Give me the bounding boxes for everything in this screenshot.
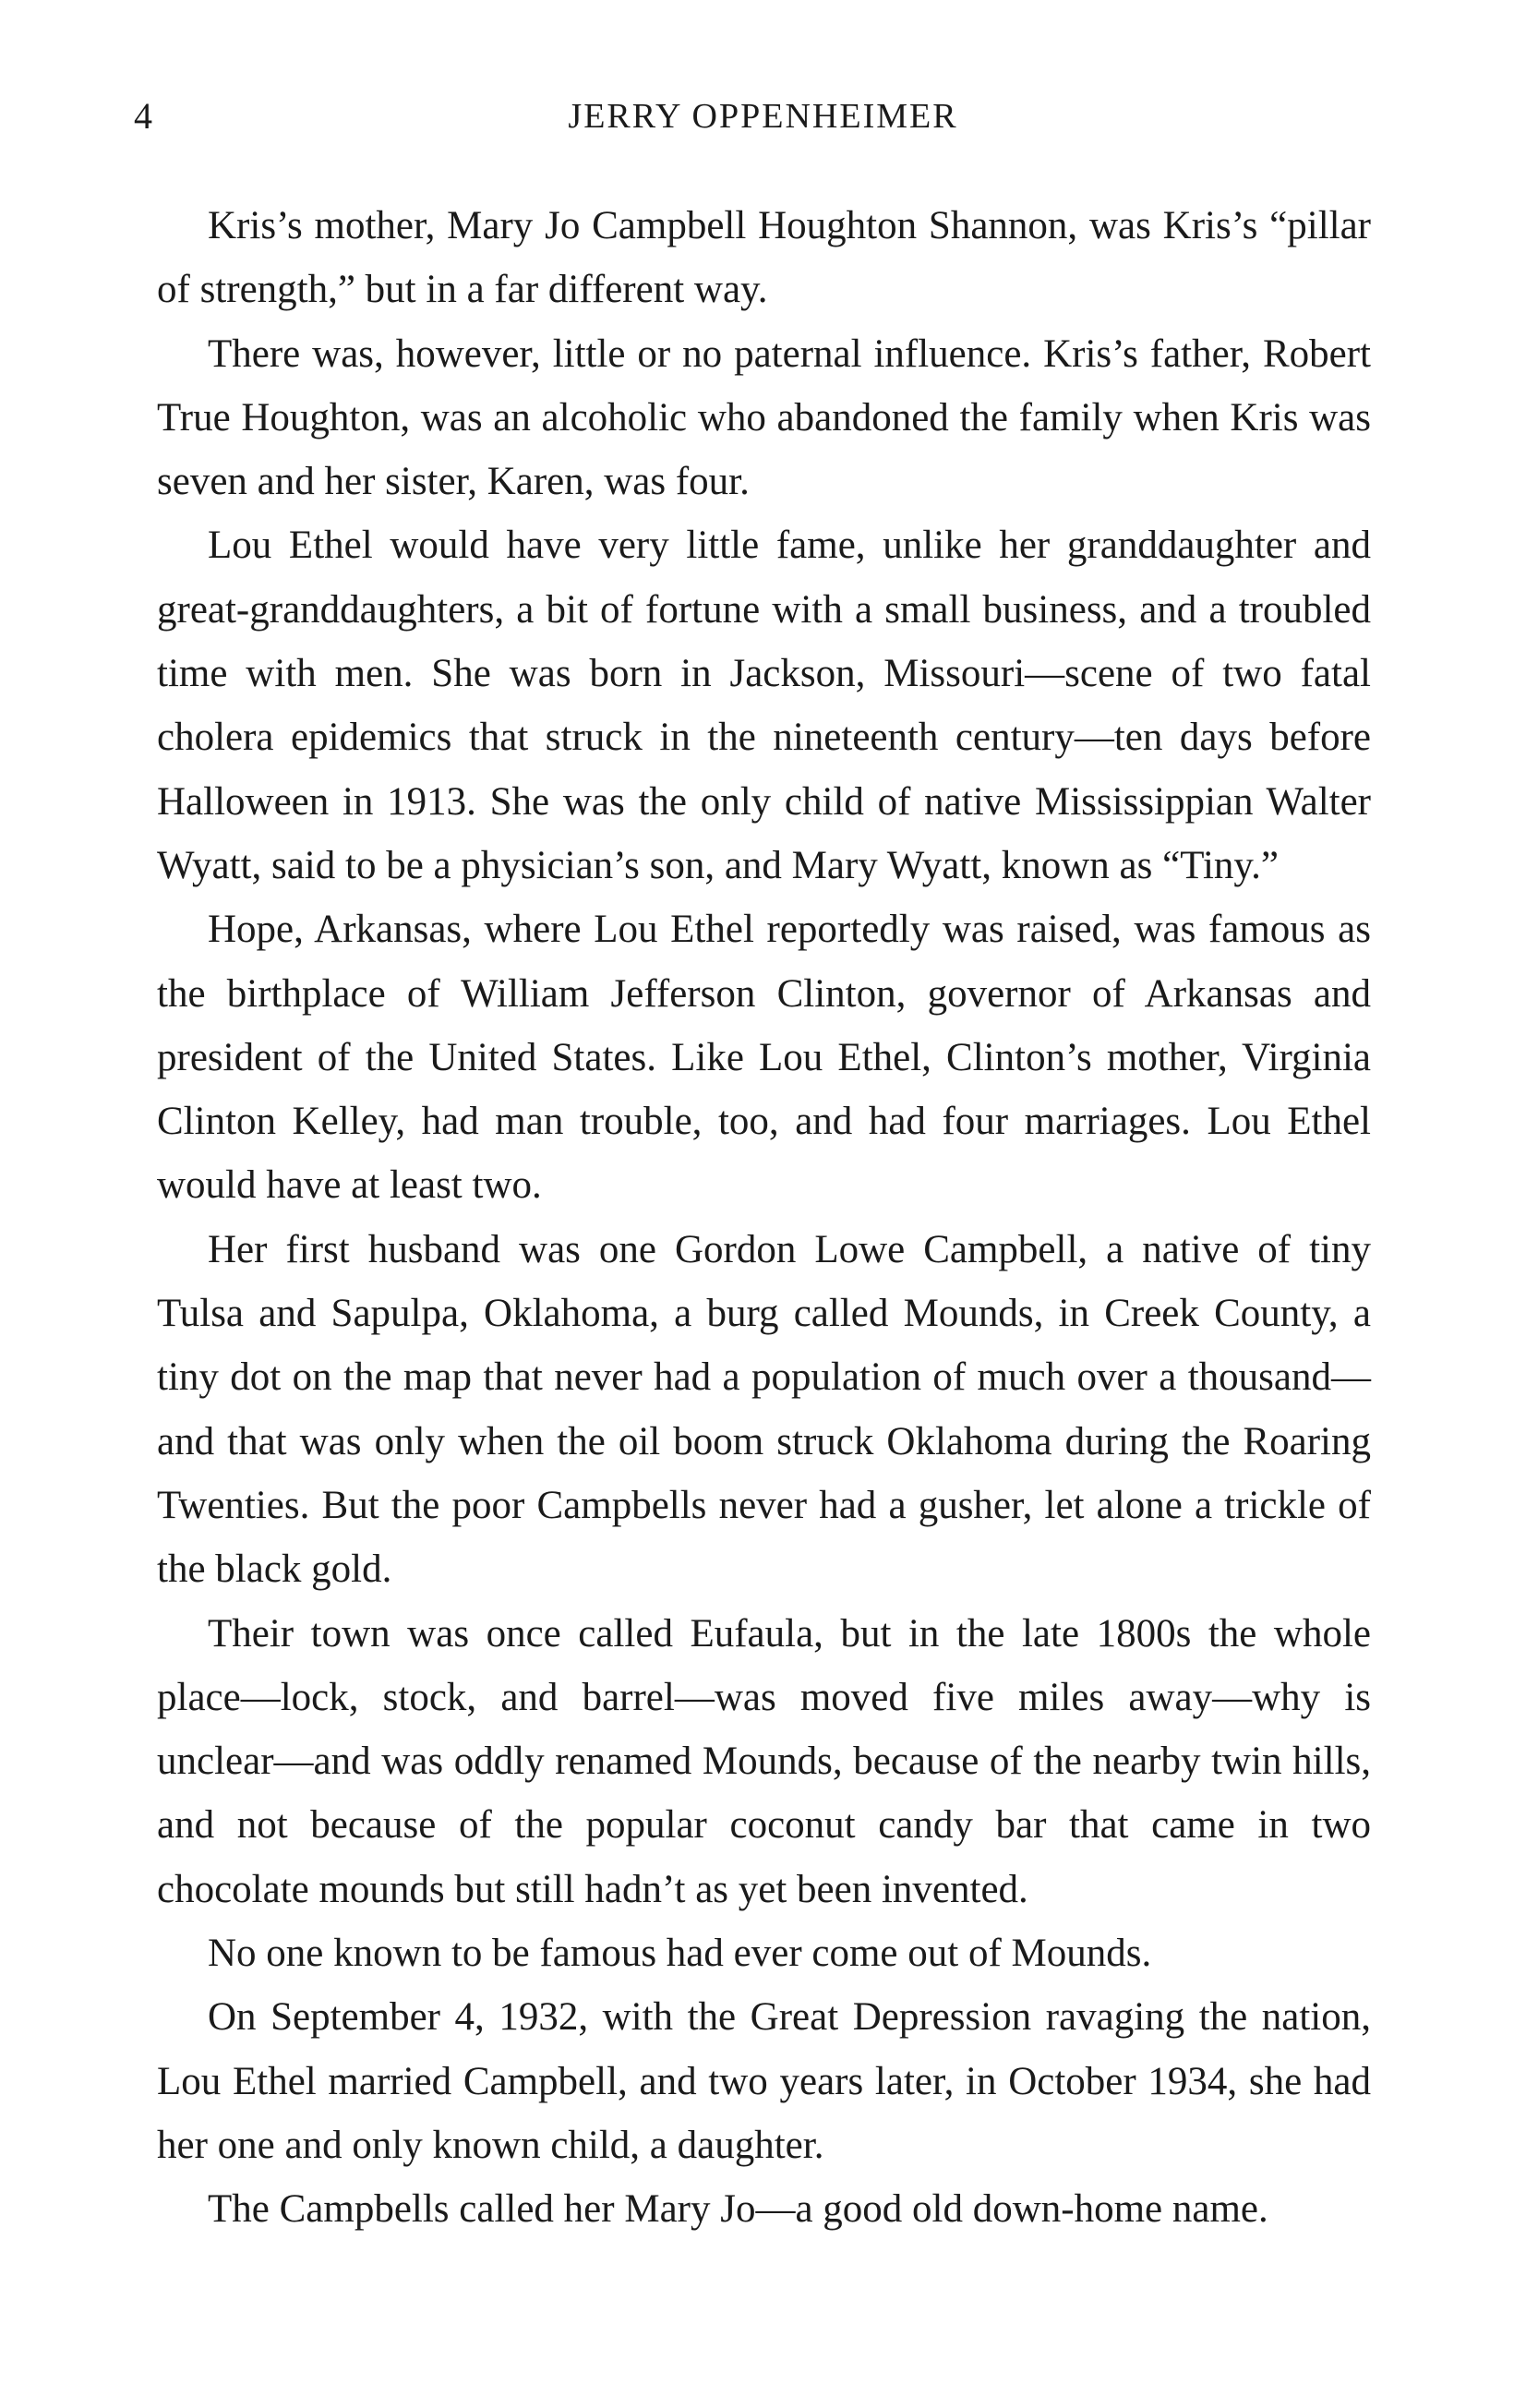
running-head: JERRY OPPENHEIMER — [568, 97, 958, 136]
paragraph: Their town was once called Eufaula, but in the late 1800s the whole place—lock, stock, and barrel—was moved five miles away—why is unclear—and was oddly renamed Mounds, because of the nearby twin hills, and not because of the popular coconut candy bar that came in two chocolate mounds but still hadn’t as yet been invented. — [157, 1611, 1371, 1911]
paragraph: The Campbells called her Mary Jo—a good old down-home name. — [208, 2187, 1268, 2232]
paragraph: No one known to be famous had ever come out of Mounds. — [208, 1932, 1152, 1976]
paragraph: Her first husband was one Gordon Lowe Campbell, a native of tiny Tulsa and Sapulpa, Oklahoma, a burg called Mounds, in Creek County, a tiny dot on the map that never had a population of much over a thousand—and that was only when the oil boom struck Oklahoma during the Roaring Twenties. But the poor Campbells never had a gusher, let alone a trickle of the black gold. — [157, 1227, 1371, 1592]
paragraph: There was, however, little or no paternal influence. Kris’s father, Robert True Houghton, was an alcoholic who abandoned the family when Kris was seven and her sister, Karen, was four. — [157, 331, 1371, 504]
paragraph: Hope, Arkansas, where Lou Ethel reportedly was raised, was famous as the birthplace of William Jefferson Clinton, governor of Arkansas and president of the United States. Like Lou Ethel, Clinton’s mother, Virginia Clinton Kelley, had man trouble, too, and had four marriages. Lou Ethel would have at least two. — [157, 908, 1371, 1208]
paragraph: Kris’s mother, Mary Jo Campbell Houghton Shannon, was Kris’s “pillar of strength,” but in a far different way. — [157, 204, 1371, 312]
body-text — [157, 194, 1371, 2242]
page-number: 4 — [134, 95, 152, 137]
paragraph: Lou Ethel would have very little fame, unlike her granddaughter and great-granddaughters, a bit of fortune with a small business, and a troubled time with men. She was born in Jackson, Missouri—scene of two fatal cholera epidemics that struck in the nineteenth century—ten days before Halloween in 1913. She was the only child of native Mississippian Walter Wyatt, said to be a physician’s son, and Mary Wyatt, known as “Tiny.” — [157, 524, 1371, 887]
paragraph: On September 4, 1932, with the Great Depression ravaging the nation, Lou Ethel married Campbell, and two years later, in October 1934, she had her one and only known child, a daughter. — [157, 1995, 1371, 2167]
